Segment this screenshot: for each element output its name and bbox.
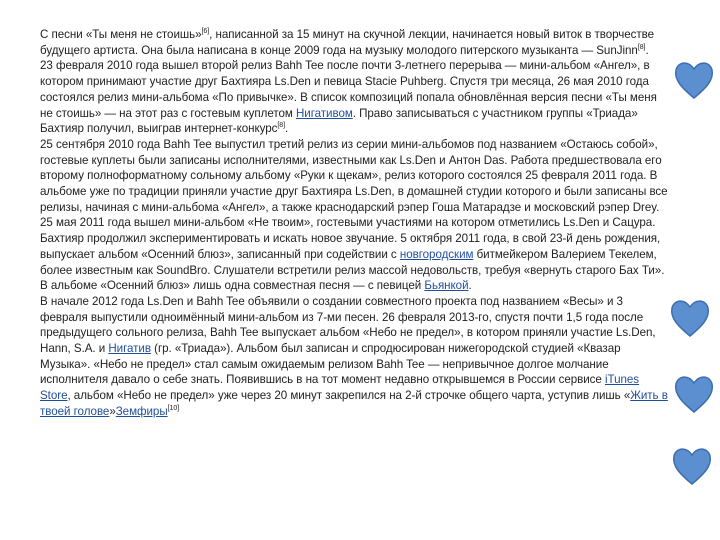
text-segment: 23 февраля 2010 года вышел второй релиз Bahh Tee после почти 3-летнего перерыва — мини-альбом «Ангел», в котором принимают участие друг Бахтияра Ls.Den и певица Stacie Puhberg. Спустя три месяца, 26 мая 2010 года состоялся релиз мини-альбома «По привычке». В список композиций попала обновлённая версия песни «Ты меня не стоишь» — на этот раз с гостевым куплетом xyxy=(40,59,657,120)
paragraph-5 xyxy=(40,294,670,420)
link-itunes-store[interactable]: iTunes Store xyxy=(40,373,640,403)
footnote-ref[interactable]: [8] xyxy=(637,43,646,51)
article-text xyxy=(40,27,670,420)
text-segment: . Право записываться с участником группы «Триада» Бахтияр получил, выиграв интернет-конкурс xyxy=(40,106,638,136)
text-segment: . xyxy=(645,43,649,57)
paragraph-1 xyxy=(40,27,670,58)
paragraph-2 xyxy=(40,58,670,137)
text-segment: . xyxy=(468,279,472,293)
link-zemfira[interactable]: Земфиры xyxy=(115,404,168,418)
footnote-ref[interactable]: [10] xyxy=(167,405,180,413)
text-segment: , альбом «Небо не предел» уже через 20 минут закрепился на 2-й строчке общего чарта, уступив лишь « xyxy=(67,389,631,403)
text-segment: В начале 2012 года Ls.Den и Bahh Tee объявили о создании совместного проекта под названием «Весы» и 3 февраля выпустили одноимённый мини-альбом из 7-ми песен. 26 февраля 2013-го, спустя почти 1,5 года после предыдущего сольного релиза, Bahh Tee выпускает альбом «Небо не предел», в котором приняли участие Ls.Den, Hann, S.A. и xyxy=(40,294,656,356)
heart-icon xyxy=(672,58,716,102)
footnote-ref[interactable]: [6] xyxy=(201,28,210,36)
text-segment: 25 мая 2011 года вышел мини-альбом «Не твоим», гостевыми участиями на котором отметились Ls.Den и Сацура. Бахтияр продолжил экспериментировать и искать новое звучание. 5 октября 2011 года, в свой 23-й день рождения, выпускает альбом «Осенний блюз», записанный при содействии с xyxy=(40,216,661,261)
link-nigativ-2[interactable]: Нигатив xyxy=(108,342,151,356)
text-segment: 25 сентября 2010 года Bahh Tee выпустил третий релиз из серии мини-альбомов под названием «Остаюсь собой», гостевые куплеты были записаны исполнителями, известными как Ls.Den и Антон Das. Работа предшествовала его второму полноформатному сольному альбому «Руки к щекам», релиз которого состоялся 25 февраля 2011 года. В альбоме уже по традиции приняли участие друг Бахтияра Ls.Den, в домашней студии которого и были записаны все релизы, начиная с мини-альбома «Ангел», а также краснодарский рэпер Гоша Матарадзе и московский рэпер Drey. xyxy=(40,137,668,214)
paragraph-4 xyxy=(40,215,670,294)
heart-icon xyxy=(672,372,716,416)
heart-icon xyxy=(670,444,714,488)
link-novgorodskim[interactable]: новгородским xyxy=(399,247,474,261)
text-segment: » xyxy=(109,404,116,418)
footnote-ref[interactable]: [8] xyxy=(277,122,286,130)
text-segment: (гр. «Триада»). Альбом был записан и спродюсирован нижегородской студией «Квазар Музыка». «Небо не предел» стал самым ожидаемым релизом Bahh Tee — непривычное долгое молчание исполнителя давало о себе знать. Появившись в на тот момент недавно открывшемся в России сервисе xyxy=(40,342,621,387)
link-zhit-v-tvoei-golove[interactable]: Жить в твоей голове xyxy=(40,389,668,418)
text-segment: . xyxy=(285,122,289,136)
link-byanka[interactable]: Бьянкой xyxy=(424,279,469,293)
text-segment: , написанной за 15 минут на скучной лекции, начинается новый виток в творчестве будущего артиста. Она была написана в конце 2009 года на музыку молодого питерского музыканта — SunJinn xyxy=(40,28,655,57)
text-segment: С песни «Ты меня не стоишь» xyxy=(40,28,202,41)
link-nigativ[interactable]: Нигативом xyxy=(295,106,353,120)
paragraph-3 xyxy=(40,137,670,216)
text-segment: битмейкером Валерием Текелем, более известным как SoundBro. Слушатели встретили релиз массой недовольств, требуя «вернуть старого Бах Ти». В альбоме «Осенний блюз» лишь одна совместная песня — с певицей xyxy=(40,247,665,293)
heart-icon xyxy=(668,296,712,340)
